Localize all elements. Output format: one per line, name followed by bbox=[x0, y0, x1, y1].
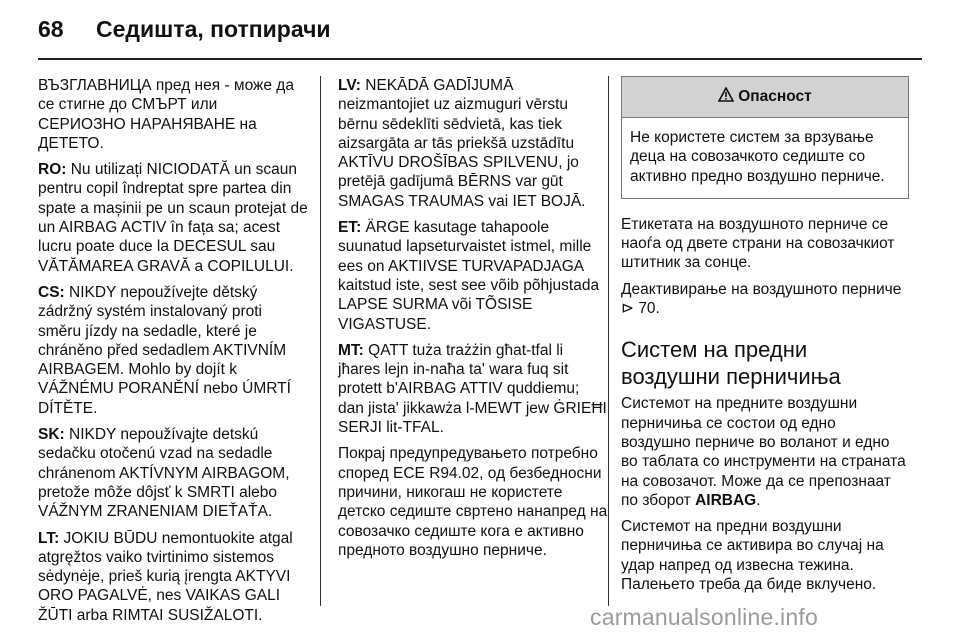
warning-box bbox=[621, 76, 909, 199]
paragraph-sk: SK: NIKDY nepoužívajte detskú sedačku otočenú vzad na sedadle chránenom AKTÍVNYM AIRBAGOM, pretože môže dôjsť k SMRTI alebo VÁŽNYM ZRANENIAM DIEŤAŤA. bbox=[38, 426, 290, 521]
footer-watermark: carmanualsonline.info bbox=[590, 604, 818, 630]
paragraph-deactivation-ref: Деактивирање на воздушното перниче ⊳ 70. bbox=[621, 280, 902, 318]
warning-title: Опасност bbox=[738, 88, 812, 106]
warning-triangle-icon bbox=[718, 87, 734, 107]
paragraph-mk: Покрај предупредувањето потребно според ECE R94.02, од безбедносни причини, никогаш не користете детско седиште свртено нанапред на совозачко седиште кога е активно предното воздушно перниче. bbox=[338, 445, 608, 559]
paragraph-lv: LV: NEKĀDĀ GADĪJUMĀ neizmantojiet uz aizmuguri vērstu bērnu sēdeklīti sēdvietā, kas tiek aizsargāta ar tās priekšā uzstādītu AKTĪVU DROŠĪBAS SPILVENU, jo pretējā gadījumā BĒRNS var gūt SMAGAS TRAUMAS vai IET BOJĀ. bbox=[338, 77, 586, 210]
header-divider bbox=[38, 58, 922, 60]
column-divider bbox=[320, 76, 321, 606]
airbag-word: AIRBAG bbox=[695, 491, 757, 509]
paragraph-ro: RO: Nu utilizați NICIODATĂ un scaun pentru copil îndreptat spre partea din spate a mașinii pe un scaun protejat de un AIRBAG ACTIV în fața sa; acest lucru poate duce la DECESUL sau VĂTĂMAREA GRAVĂ a COPILULUI. bbox=[38, 161, 308, 275]
paragraph-cs: CS: NIKDY nepoužívejte dětský zádržný systém instalovaný proti směru jízdy na sedadle, které je chráněno před sedadlem AKTIVNÍM AIRBAGEM. Mohlo by dojít k VÁŽNÉMU PORANĚNÍ nebo ÚMRTÍ DÍTĚTE. bbox=[38, 283, 291, 417]
column-middle bbox=[338, 76, 608, 567]
section-title: Седишта, потпирачи bbox=[96, 16, 331, 42]
paragraph-et: ET: ÄRGE kasutage tahapoole suunatud lapseturvaistet istmel, mille ees on AKTIIVSE TURVAPADJAGA kaitstud iste, sest see võib põhjustada LAPSE SURMA või TÕSISE VIGASTUSE. bbox=[338, 219, 600, 333]
language-code: MT: bbox=[338, 341, 364, 359]
column-left bbox=[38, 76, 308, 632]
paragraph-bg: ВЪЗГЛАВНИЦА пред нея - може да се стигне до СМЪРТ или СЕРИОЗНО НАРАНЯВАНЕ на ДЕТЕТО. bbox=[38, 77, 294, 152]
warning-header bbox=[622, 77, 908, 118]
paragraph-airbag-activation: Системот на предни воздушни перничиња се активира во случај на удар напред од извесна тежина. Палењето треба да биде вклучено. bbox=[621, 518, 884, 594]
paragraph-label-location: Етикетата на воздушното перниче се наоѓа од двете страни на совозачкиот штитник за сонце. bbox=[621, 215, 895, 272]
language-code: RO: bbox=[38, 161, 67, 179]
page-number: 68 bbox=[38, 16, 64, 42]
language-code: ET: bbox=[338, 219, 362, 237]
column-divider bbox=[608, 76, 609, 606]
page-header bbox=[38, 16, 922, 56]
page-reference-icon: ⊳ bbox=[621, 300, 634, 318]
paragraph-mt: MT: QATT tuża trażżin għat-tfal li jħares lejn in-naħa ta' wara fuq sit protett b'AIRBAG ATTIV quddiemu; dan jista' jikkawża l-MEWT jew ĠRIEĦI SERJI lit-TFAL. bbox=[338, 341, 607, 437]
language-code: LV: bbox=[338, 77, 361, 94]
paragraph-airbag-system: Системот на предните воздушни перничиња се состои од едно воздушно перниче во воланот и едно во таблата со инструменти на страната на совозачот. Може да се препознаат по зборот AIRBAG. bbox=[621, 395, 906, 509]
subheading-front-airbags: Систем на предни воздушни перничиња bbox=[621, 337, 841, 390]
page-reference-link[interactable]: 70. bbox=[638, 300, 660, 318]
language-code: SK: bbox=[38, 426, 65, 444]
paragraph-lt: LT: JOKIU BŪDU nemontuokite atgal atgręžtos vaiko tvirtinimo sistemos sėdynėje, prieš kurią įrengta AKTYVI ORO PAGALVĖ, nes VAIKAS GALI ŽŪTI arba RIMTAI SUSIŽALOTI. bbox=[38, 529, 293, 624]
language-code: CS: bbox=[38, 283, 65, 301]
column-right bbox=[621, 76, 909, 601]
warning-text: Не користете систем за врзување деца на совозачкото седиште со активно предно воздушно перниче. bbox=[630, 129, 885, 185]
language-code: LT: bbox=[38, 529, 60, 547]
